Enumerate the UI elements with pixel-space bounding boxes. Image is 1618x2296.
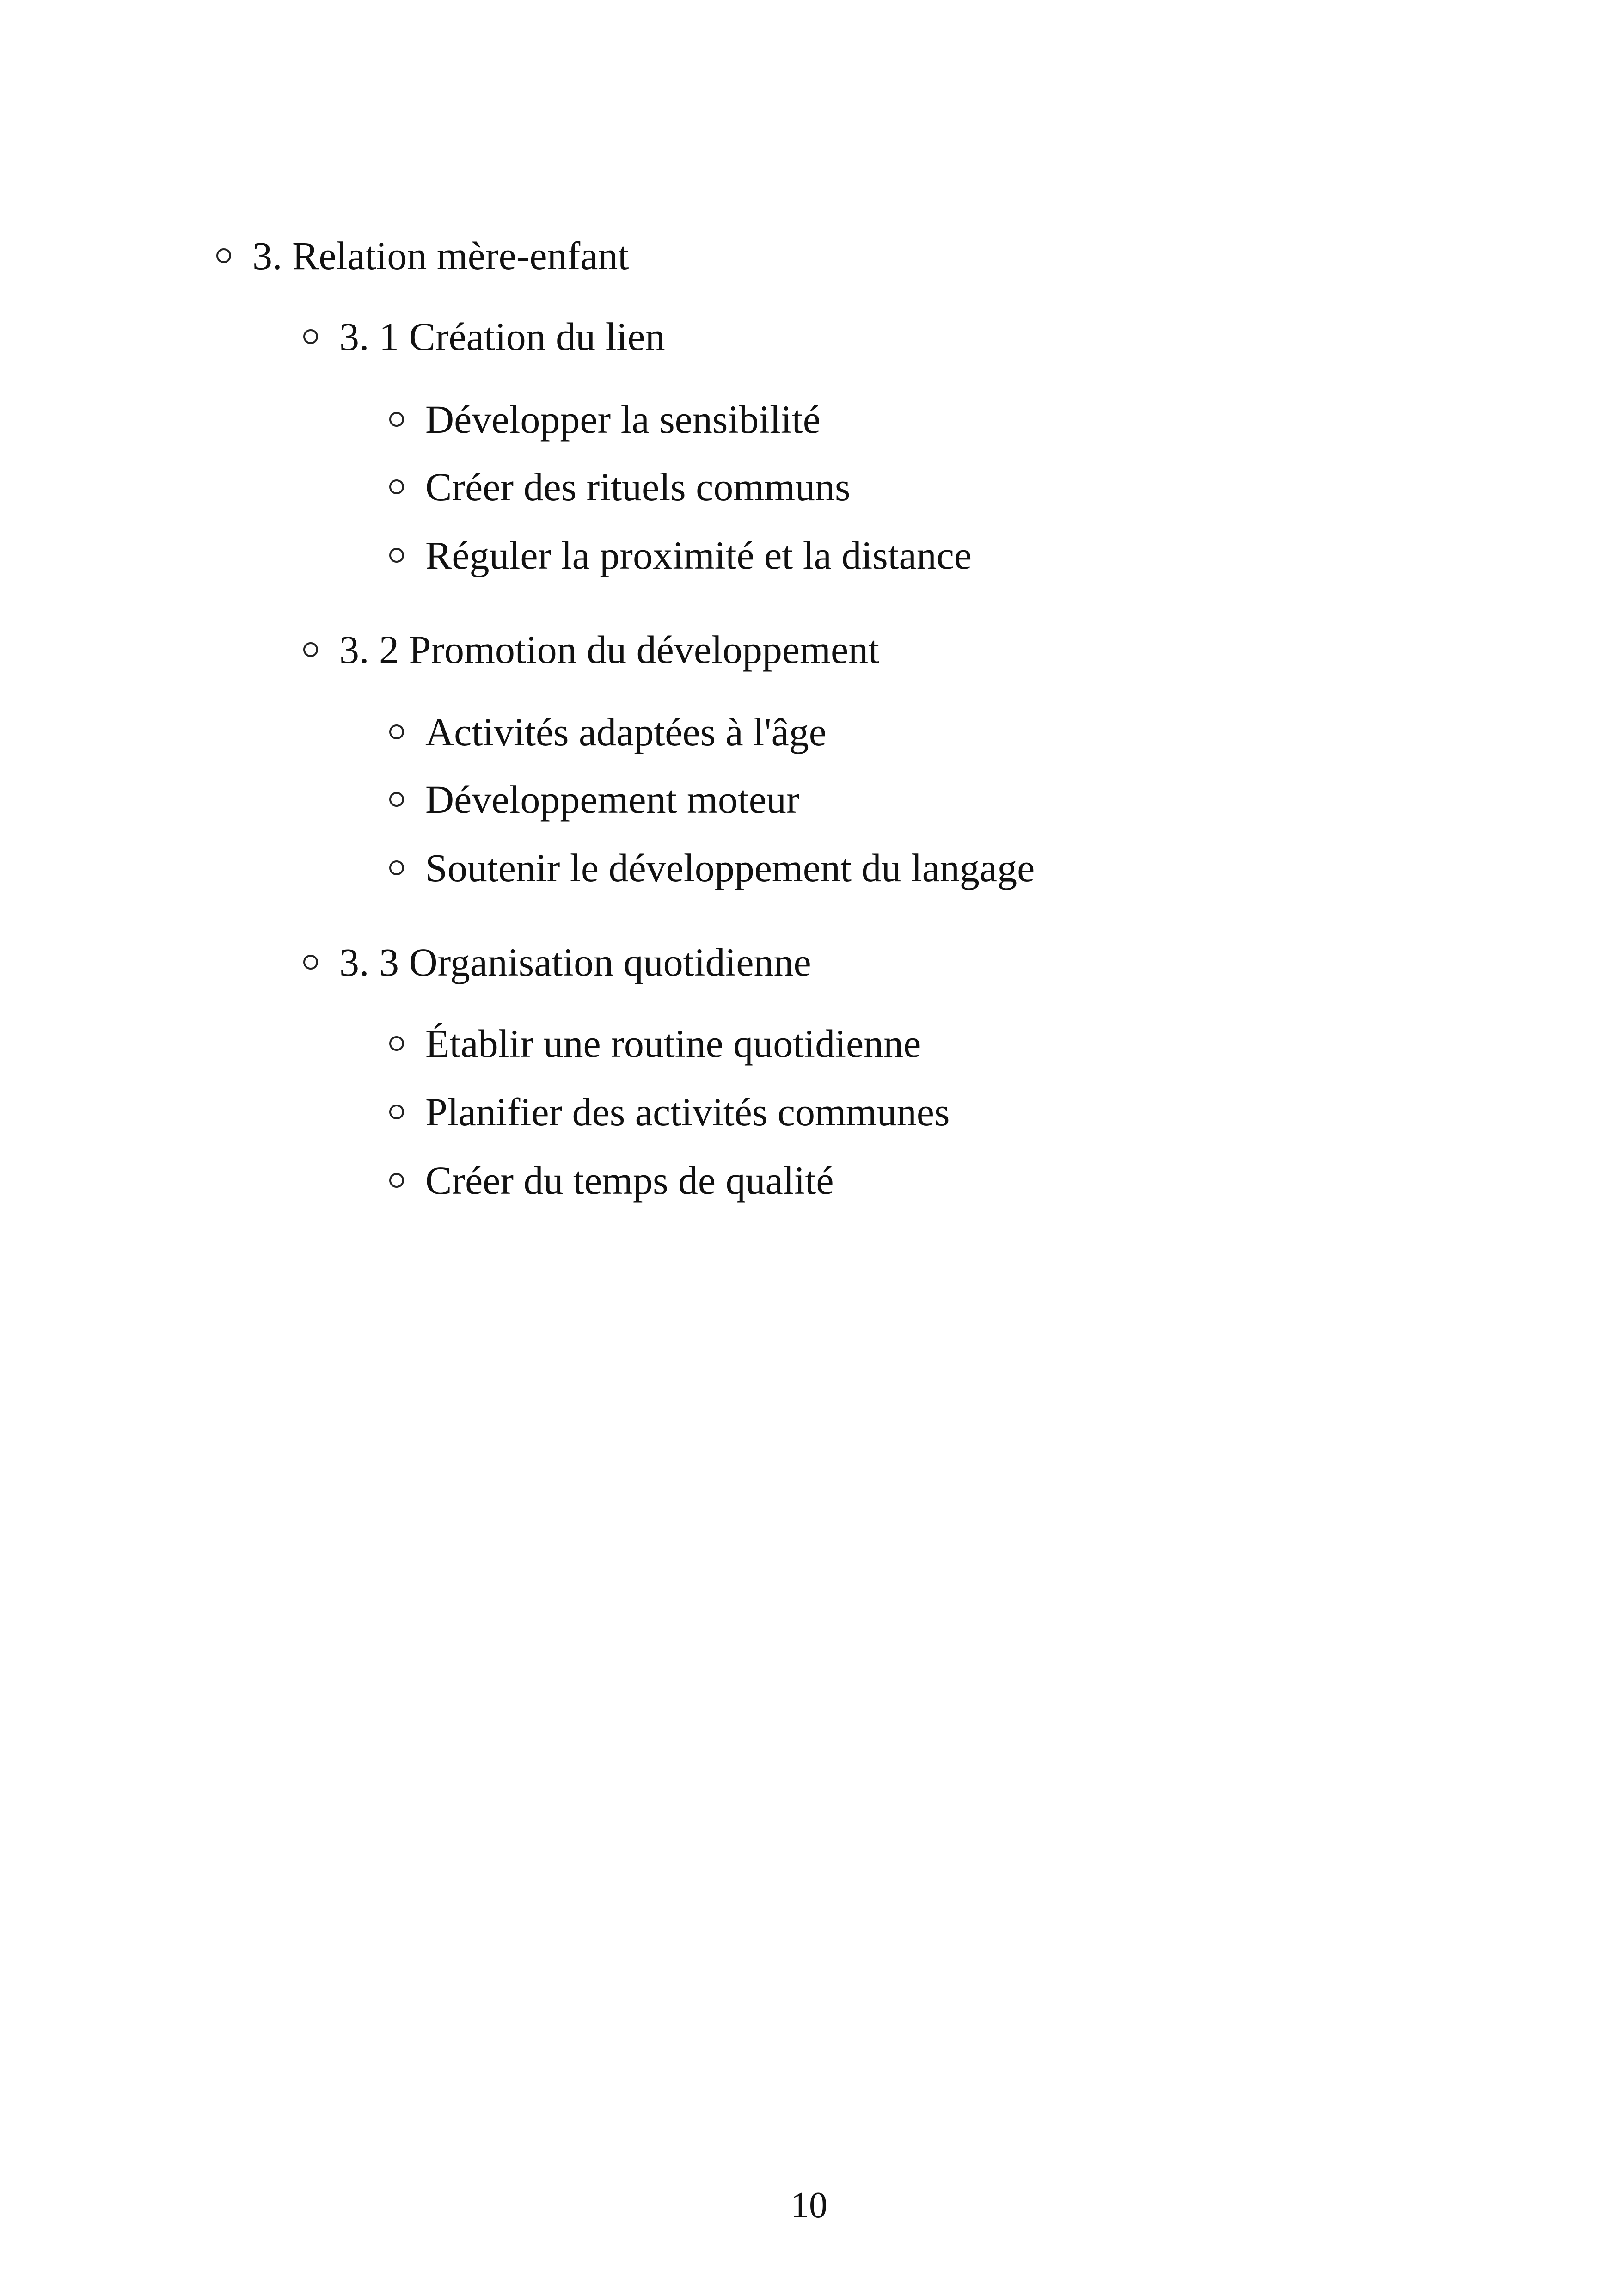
subsection-title: 3. 2 Promotion du développement: [339, 627, 880, 672]
item-text: Développer la sensibilité: [425, 397, 821, 442]
item-text: Réguler la proximité et la distance: [425, 533, 972, 577]
outline-subsection: [303, 942, 811, 982]
circle-bullet-icon: [389, 1105, 404, 1119]
subsection-title: 3. 1 Création du lien: [339, 314, 665, 359]
outline-item: [389, 397, 821, 442]
outline-item: [389, 467, 851, 507]
outline-item: [389, 1158, 834, 1203]
outline-section: [216, 233, 629, 278]
circle-bullet-icon: [303, 329, 318, 344]
section-title: 3. Relation mère-enfant: [252, 233, 629, 278]
outline-subsection: [303, 627, 880, 672]
circle-bullet-icon: [389, 860, 404, 875]
circle-bullet-icon: [389, 412, 404, 427]
outline-item: [389, 777, 800, 822]
page-number: 10: [791, 2185, 827, 2226]
subsection-title: 3. 3 Organisation quotidienne: [339, 940, 811, 984]
circle-bullet-icon: [303, 955, 318, 970]
item-text: Soutenir le développement du langage: [425, 846, 1035, 890]
outline-item: [389, 535, 972, 575]
circle-bullet-icon: [389, 792, 404, 807]
circle-bullet-icon: [389, 479, 404, 494]
item-text: Établir une routine quotidienne: [425, 1021, 921, 1066]
circle-bullet-icon: [389, 724, 404, 739]
item-text: Activités adaptées à l'âge: [425, 710, 827, 754]
item-text: Créer des rituels communs: [425, 465, 851, 509]
item-text: Créer du temps de qualité: [425, 1158, 834, 1203]
circle-bullet-icon: [389, 1036, 404, 1051]
outline-item: [389, 1092, 950, 1132]
outline-item: [389, 1021, 921, 1066]
circle-bullet-icon: [216, 248, 231, 263]
circle-bullet-icon: [389, 548, 404, 563]
outline-item: [389, 712, 827, 752]
circle-bullet-icon: [389, 1173, 404, 1188]
outline-subsection: [303, 314, 665, 359]
item-text: Planifier des activités communes: [425, 1090, 950, 1134]
item-text: Développement moteur: [425, 777, 800, 822]
circle-bullet-icon: [303, 642, 318, 657]
outline-item: [389, 848, 1035, 888]
